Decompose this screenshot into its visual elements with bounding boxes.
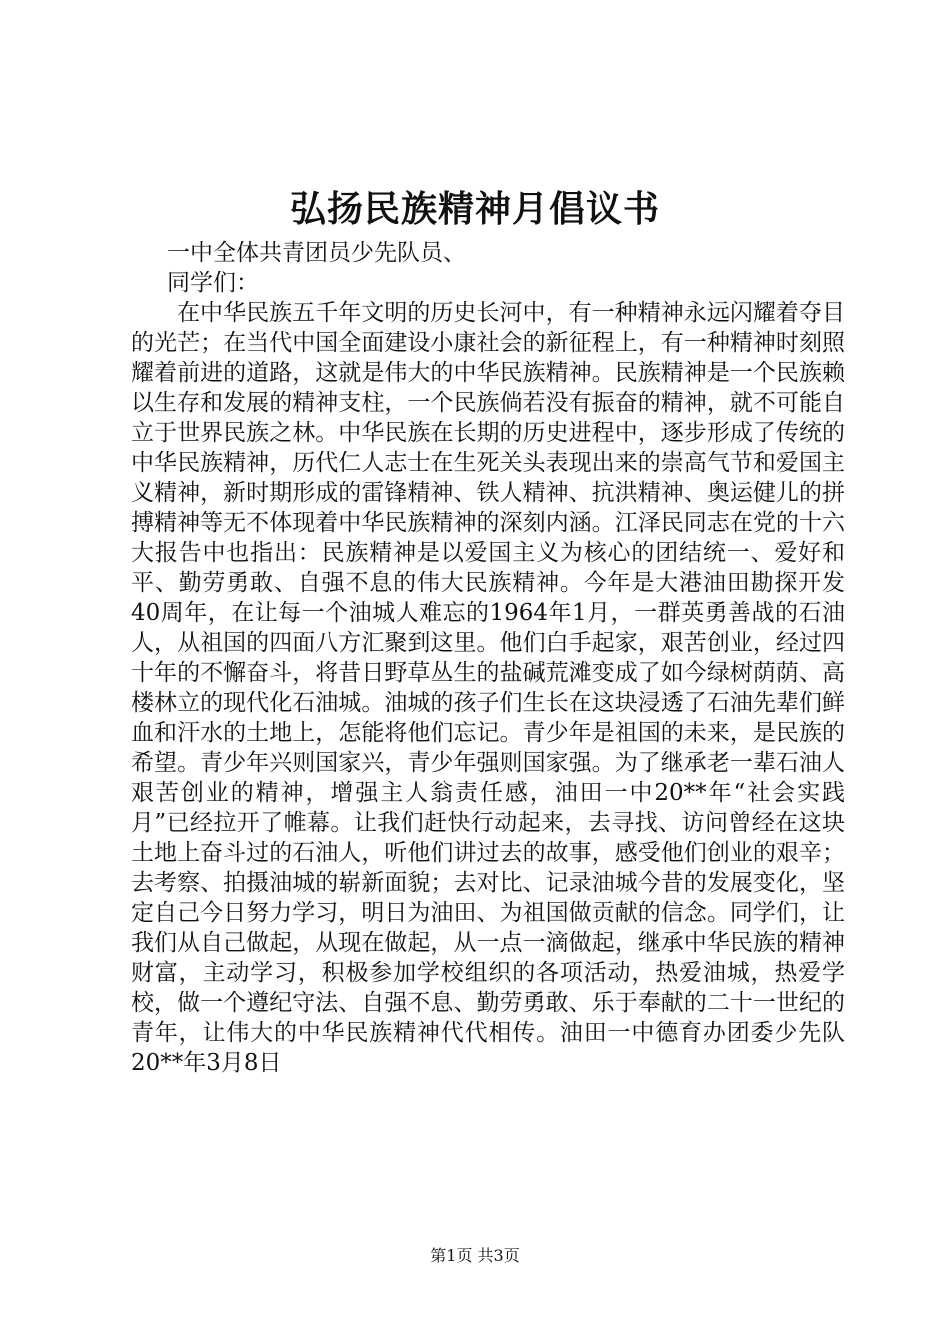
document-body bbox=[131, 238, 845, 1078]
salutation-line-1: 一中全体共青团员少先队员、 bbox=[167, 240, 466, 266]
document-title: 弘扬民族精神月倡议书 bbox=[289, 188, 660, 230]
salutation-line-2: 同学们： bbox=[167, 270, 259, 296]
body-paragraph: 在中华民族五千年文明的历史长河中，有一种精神永远闪耀着夺目的光芒；在当代中国全面建设小康社会的新征程上，有一种精神时刻照耀着前进的道路，这就是伟大的中华民族精神。民族精神是一个民族赖以生存和发展的精神支柱，一个民族倘若没有振奋的精神，就不可能自立于世界民族之林。中华民族在长期的历史进程中，逐步形成了传统的中华民族精神，历代仁人志士在生死关头表现出来的崇高气节和爱国主义精神，新时期形成的雷锋精神、铁人精神、抗洪精神、奥运健儿的拼搏精神等无不体现着中华民族精神的深刻内涵。江泽民同志在党的十六大报告中也指出：民族精神是以爱国主义为核心的团结统一、爱好和平、勤劳勇敢、自强不息的伟大民族精神。今年是大港油田勘探开发40周年，在让每一个油城人难忘的1964年1月，一群英勇善战的石油人，从祖国的四面八方汇聚到这里。他们白手起家，艰苦创业，经过四十年的不懈奋斗，将昔日野草丛生的盐碱荒滩变成了如今绿树荫荫、高楼林立的现代化石油城。油城的孩子们生长在这块浸透了石油先辈们鲜血和汗水的土地上，怎能将他们忘记。青少年是祖国的未来，是民族的希望。青少年兴则国家兴，青少年强则国家强。为了继承老一辈石油人艰苦创业的精神，增强主人翁责任感，油田一中20**年“社会实践月”已经拉开了帷幕。让我们赶快行动起来，去寻找、访问曾经在这块土地上奋斗过的石油人，听他们讲过去的故事，感受他们创业的艰辛；去考察、拍摄油城的崭新面貌；去对比、记录油城今昔的发展变化，坚定自己今日努力学习，明日为油田、为祖国做贡献的信念。同学们，让我们从自己做起，从现在做起，从一点一滴做起，继承中华民族的精神财富，主动学习，积极参加学校组织的各项活动，热爱油城，热爱学校，做一个遵纪守法、自强不息、勤劳勇敢、乐于奉献的二十一世纪的青年，让伟大的中华民族精神代代相传。油田一中德育办团委少先队20**年3月8日 bbox=[131, 300, 845, 1076]
page-footer: 第1页 共3页 bbox=[430, 1246, 520, 1265]
